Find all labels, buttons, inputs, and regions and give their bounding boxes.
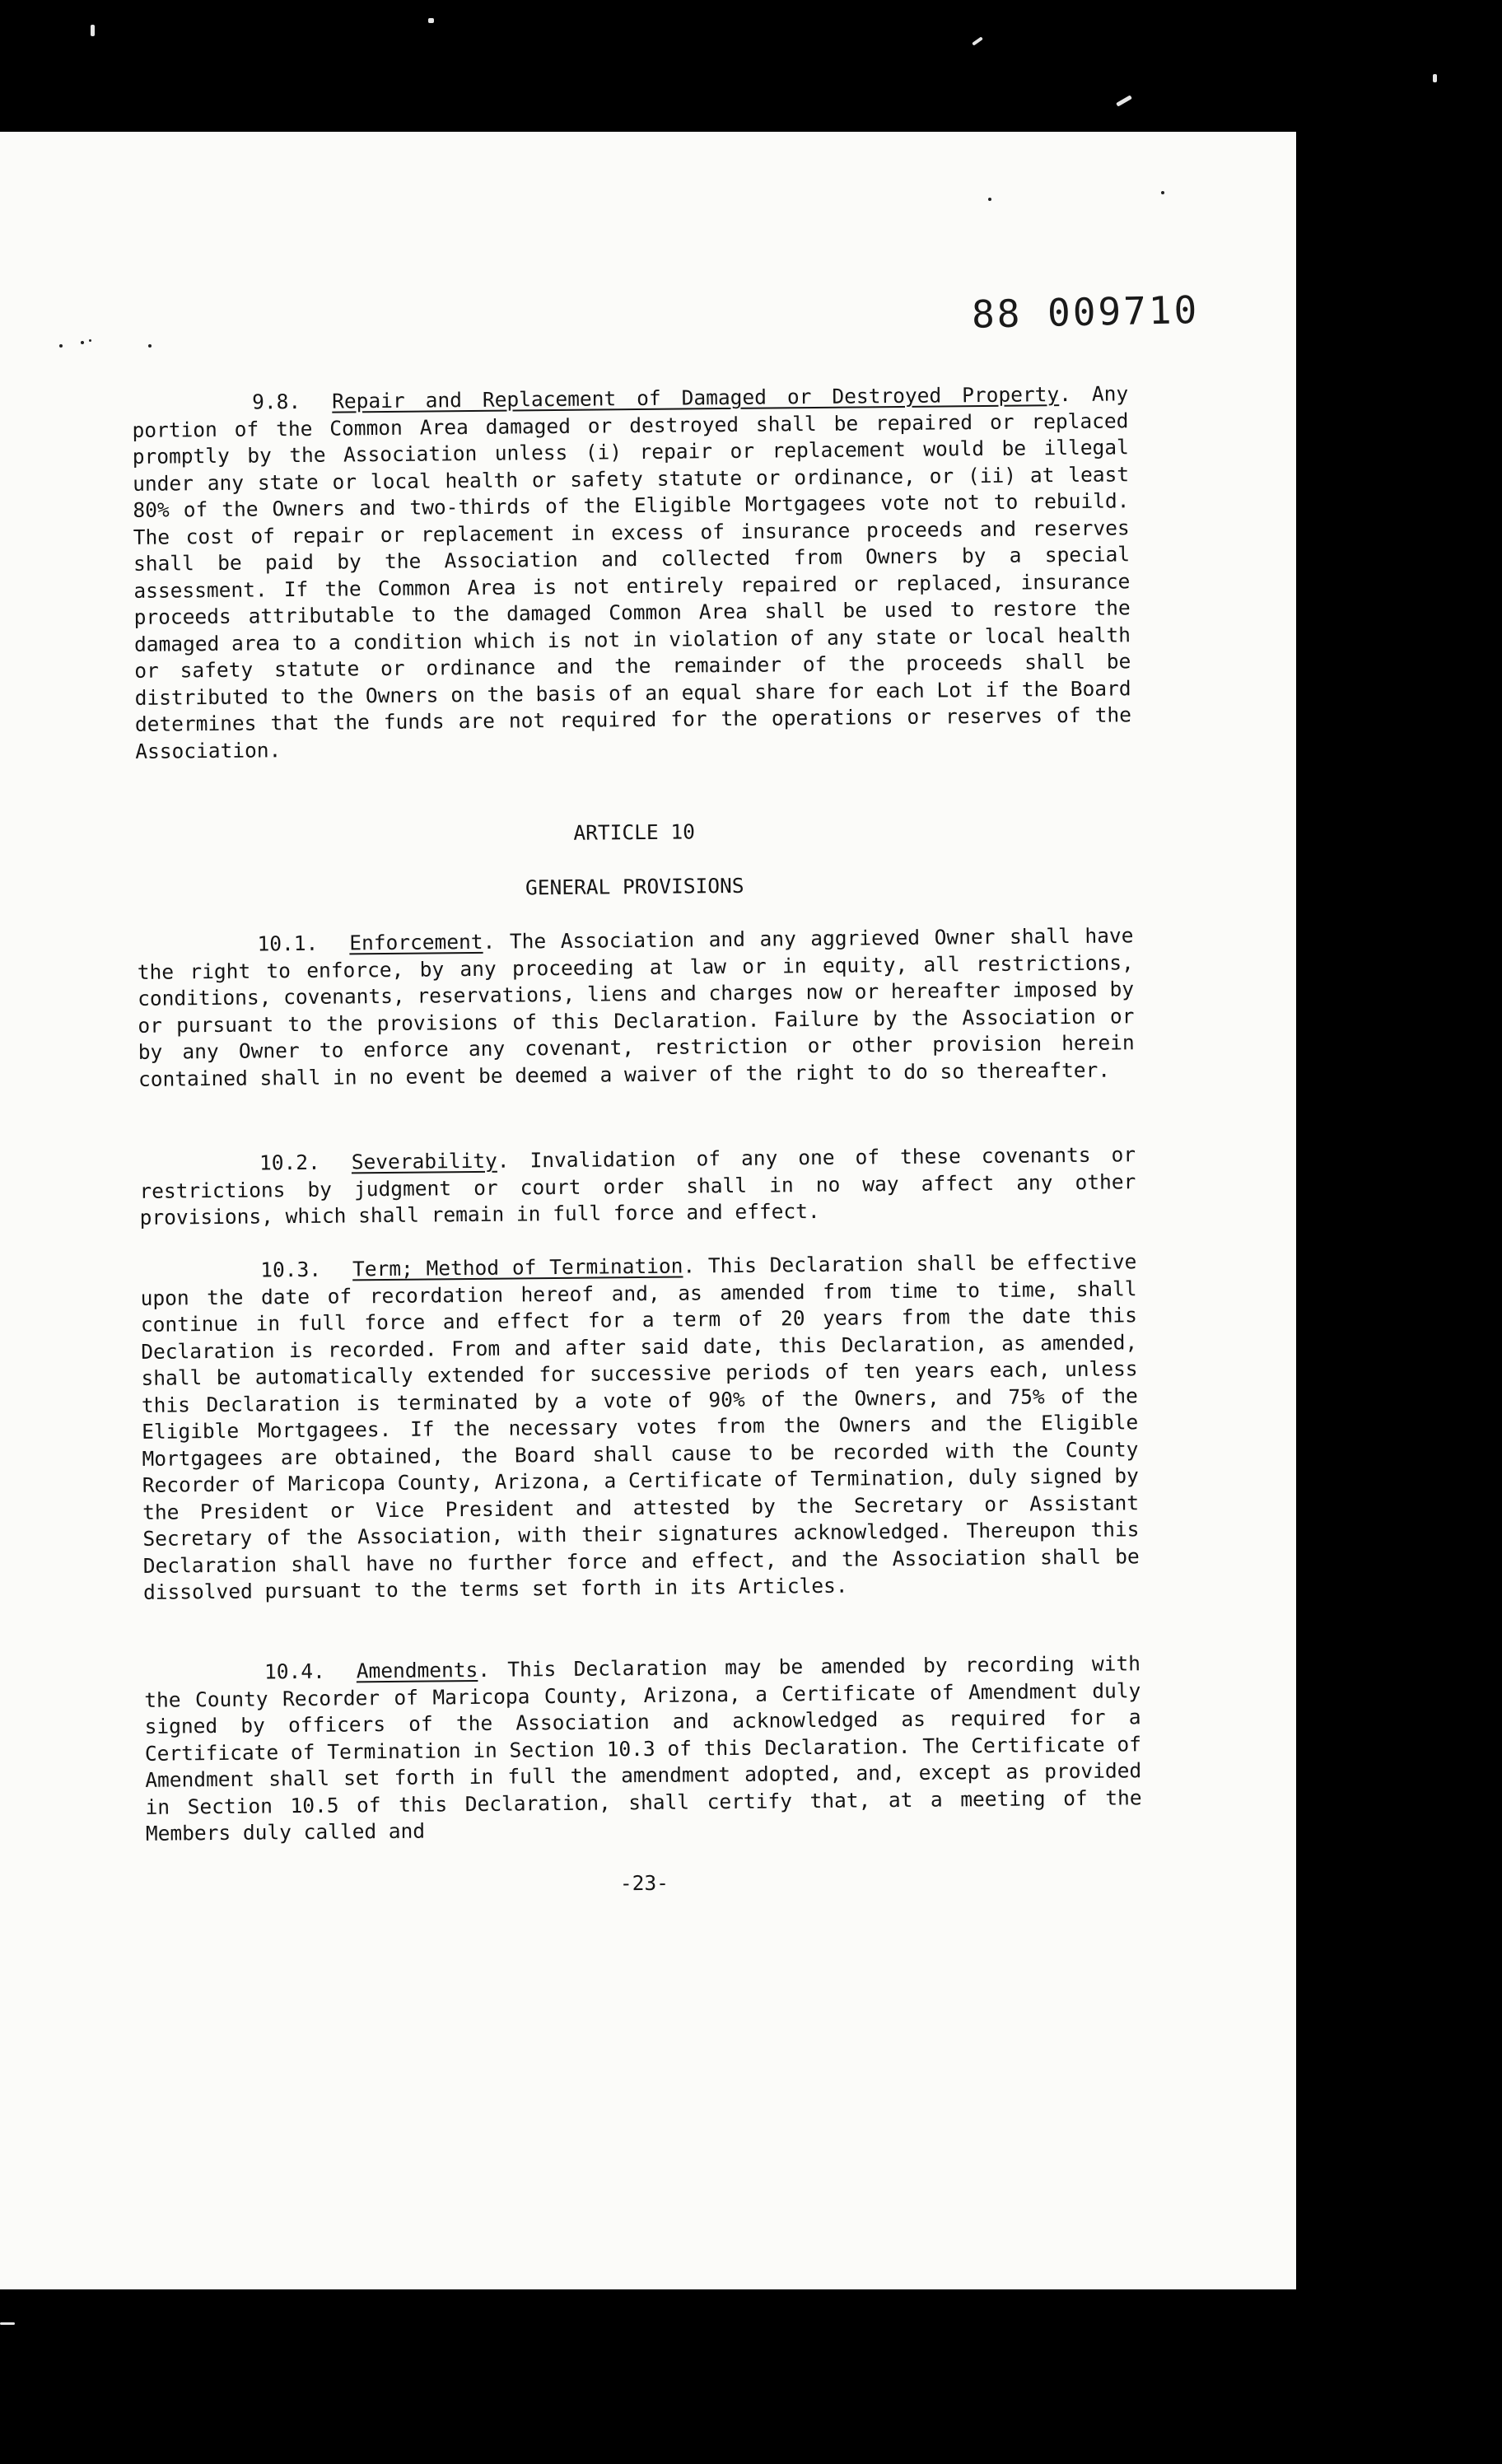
section-body: . The Association and any aggrieved Owner shall have the right to enforce, by any proceeding at law or in equity, all restrictions, conditions, covenants, reservations, liens and charges now or hereafter imposed by or pursuant to the provisions of this Declaration. Failure by the Association or by any Owner to enforce any covenant, restriction or other provision herein contained shall in no event be deemed a waiver of the right to do so thereafter. xyxy=(137,923,1135,1091)
article-subtitle: GENERAL PROVISIONS xyxy=(525,873,744,900)
section-heading: Repair and Replacement of Damaged or Destroyed Property xyxy=(332,382,1060,413)
section-body: . Invalidation of any one of these covenants or restrictions by judgment or court order shall in no way affect any other provisions, which shall remain in full force and effect. xyxy=(139,1142,1136,1230)
section-10-2 xyxy=(139,1141,1136,1231)
page-number: -23- xyxy=(619,1870,669,1896)
article-title: ARTICLE 10 xyxy=(573,819,696,845)
scan-speck xyxy=(1433,74,1437,82)
section-10-4 xyxy=(144,1650,1142,1847)
section-9-8 xyxy=(132,380,1131,765)
section-body: . This Declaration may be amended by recording with the County Recorder of Maricopa County, Arizona, a Certificate of Amendment duly signed by officers of the Association and acknowledged as required for a Certificate of Termination in Section 10.3 of this Declaration. The Certificate of Amendment shall set forth in full the amendment adopted, and, except as provided in Section 10.5 of this Declaration, shall certify that, at a meeting of the Members duly called and xyxy=(144,1651,1142,1846)
section-10-3 xyxy=(140,1248,1140,1606)
section-heading: Term; Method of Termination xyxy=(352,1253,683,1281)
section-number: 10.3. xyxy=(260,1257,322,1282)
section-body: . Any portion of the Common Area damaged or destroyed shall be repaired or replaced promptly by the Association unless (i) repair or replacement would be illegal under any state or local health or safety statute or ordinance, or (ii) at least 80% of the Owners and two-thirds of the Eligible Mortgagees vote not to rebuild. The cost of repair or replacement in excess of insurance proceeds and reserves shall be paid by the Association and collected from Owners by a special assessment. If the Common Area is not entirely repaired or replaced, insurance proceeds attributable to the damaged Common Area shall be used to restore the damaged area to a condition which is not in violation of any state or local health or safety statute or ordinance and the remainder of the proceeds shall be distributed to the Owners on the basis of an equal share for each Lot if the Board determines that the funds are not required for the operations or reserves of the Association. xyxy=(132,381,1132,763)
section-heading: Severability xyxy=(351,1148,497,1174)
section-heading: Enforcement xyxy=(349,929,483,955)
section-number: 10.2. xyxy=(259,1150,320,1175)
section-heading: Amendments xyxy=(356,1657,478,1683)
section-10-1 xyxy=(137,922,1135,1093)
scan-border xyxy=(1296,132,1502,2464)
section-number: 10.4. xyxy=(264,1659,325,1684)
section-body: . This Declaration shall be effective upon the date of recordation hereof and, as amended from time to time, shall continue in full force and effect for a term of 20 years from the date this Declaration is recorded. From and after said date, this Declaration, as amended, shall be automatically extended for successive periods of ten years each, unless this Declaration is terminated by a vote of 90% of the Owners, and 75% of the Eligible Mortgagees. If the necessary votes from the Owners and the Eligible Mortgagees are obtained, the Board shall cause to be recorded with the County Recorder of Maricopa County, Arizona, a Certificate of Termination, duly signed by the President or Vice President and attested by the Secretary or Assistant Secretary of the Association, with their signatures acknowledged. Thereupon this Declaration shall have no further force and effect, and the Association shall be dissolved pursuant to the terms set forth in its Articles. xyxy=(140,1249,1140,1604)
recording-number: 88 009710 xyxy=(971,287,1200,337)
scan-speck xyxy=(0,2322,15,2325)
section-number: 10.1. xyxy=(257,931,319,956)
section-number: 9.8. xyxy=(252,389,301,414)
